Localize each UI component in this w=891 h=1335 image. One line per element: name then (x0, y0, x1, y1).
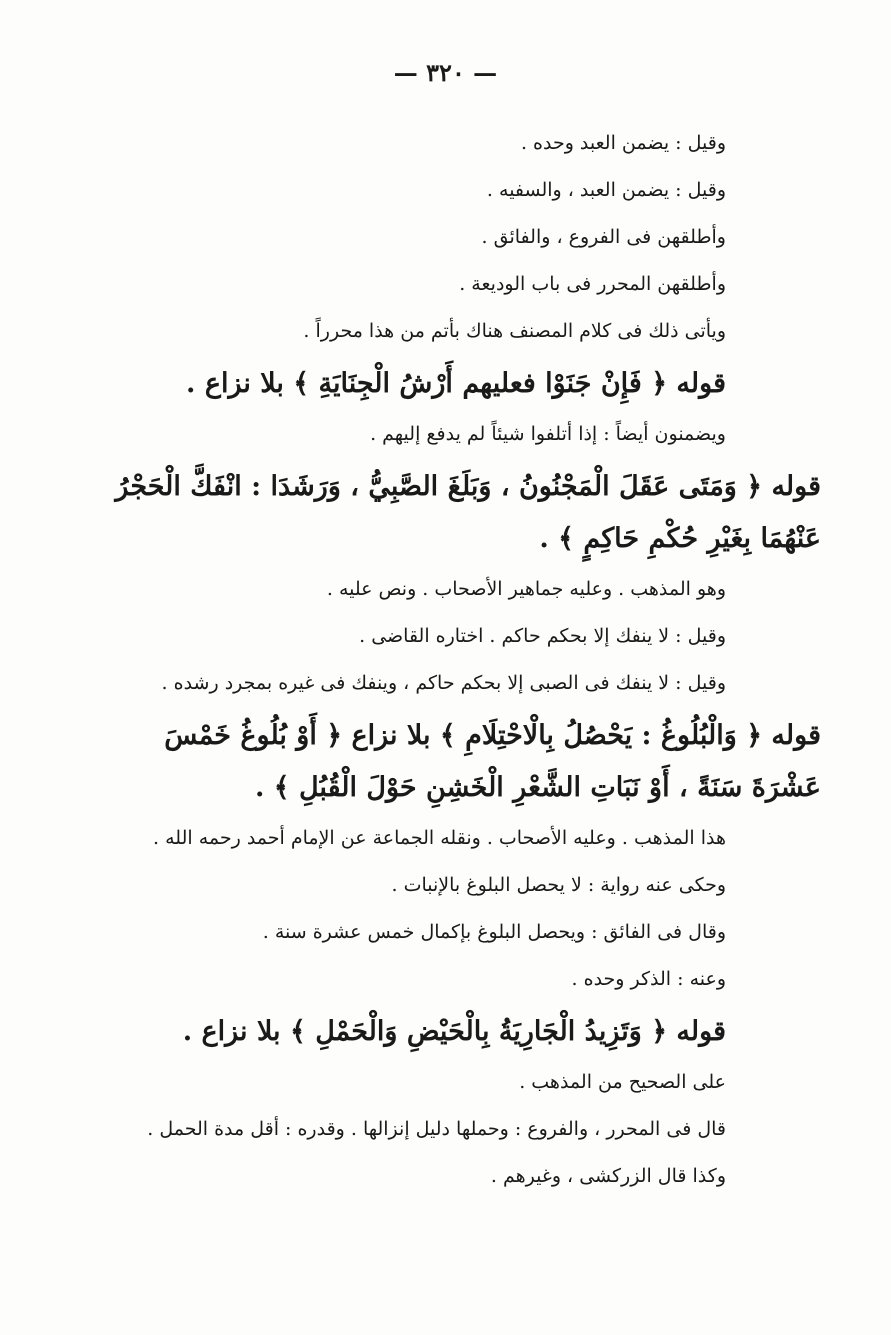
text-line: وحكى عنه رواية : لا يحصل البلوغ بالإنبات . (391, 874, 726, 896)
text-line: قال فى المحرر ، والفروع : وحملها دليل إنزالها . وقدره : أقل مدة الحمل . (147, 1118, 726, 1140)
quoted-heading-line: عَنْهُمَا بِغَيْرِ حُكْمِ حَاكِمٍ ﴾ . (539, 523, 821, 554)
text-line: وقيل : لا ينفك فى الصبى إلا بحكم حاكم ، وينفك فى غيره بمجرد رشده . (161, 672, 726, 694)
quoted-heading-line: قوله ﴿ فَإِنْ جَنَوْا فعليهم أَرْشُ الْجِنَايَةِ ﴾ بلا نزاع . (186, 368, 726, 399)
quoted-heading-line: قوله ﴿ وَتَزِيدُ الْجَارِيَةُ بِالْحَيْضِ وَالْحَمْلِ ﴾ بلا نزاع . (182, 1016, 726, 1047)
page-number: — ٣٢٠ — (393, 58, 498, 87)
text-line: ويأتى ذلك فى كلام المصنف هناك بأتم من هذا محرراً . (303, 320, 726, 342)
text-line: ويضمنون أيضاً : إذا أتلفوا شيئاً لم يدفع إليهم . (370, 423, 726, 445)
quoted-heading-line: قوله ﴿ وَمَتَى عَقَلَ الْمَجْنُونُ ، وَبَلَغَ الصَّبِيُّ ، وَرَشَدَا : انْفَكَّ الْحَجْرُ (115, 471, 821, 502)
text-line: وأطلقهن المحرر فى باب الوديعة . (459, 273, 726, 295)
text-line: وقيل : يضمن العبد وحده . (520, 132, 726, 154)
page-body (66, 130, 821, 1210)
text-line: وأطلقهن فى الفروع ، والفائق . (481, 226, 726, 248)
text-line: على الصحيح من المذهب . (519, 1071, 726, 1093)
text-line: هذا المذهب . وعليه الأصحاب . ونقله الجماعة عن الإمام أحمد رحمه الله . (153, 827, 726, 849)
quoted-heading-line: قوله ﴿ وَالْبُلُوغُ : يَحْصُلُ بِالْاحْتِلَامِ ﴾ بلا نزاع ﴿ أَوْ بُلُوغُ خَمْسَ (164, 720, 821, 751)
text-line: وقيل : يضمن العبد ، والسفيه . (486, 179, 726, 201)
quoted-heading-line: عَشْرَةَ سَنَةً ، أَوْ نَبَاتِ الشَّعْرِ الْخَشِنِ حَوْلَ الْقُبُلِ ﴾ . (254, 772, 821, 803)
text-line: وقال فى الفائق : ويحصل البلوغ بإكمال خمس عشرة سنة . (262, 921, 726, 943)
text-line: وعنه : الذكر وحده . (571, 968, 726, 990)
text-line: وهو المذهب . وعليه جماهير الأصحاب . ونص عليه . (326, 578, 726, 600)
text-line: وقيل : لا ينفك إلا بحكم حاكم . اختاره القاضى . (359, 625, 726, 647)
text-line: وكذا قال الزركشى ، وغيرهم . (490, 1165, 726, 1187)
